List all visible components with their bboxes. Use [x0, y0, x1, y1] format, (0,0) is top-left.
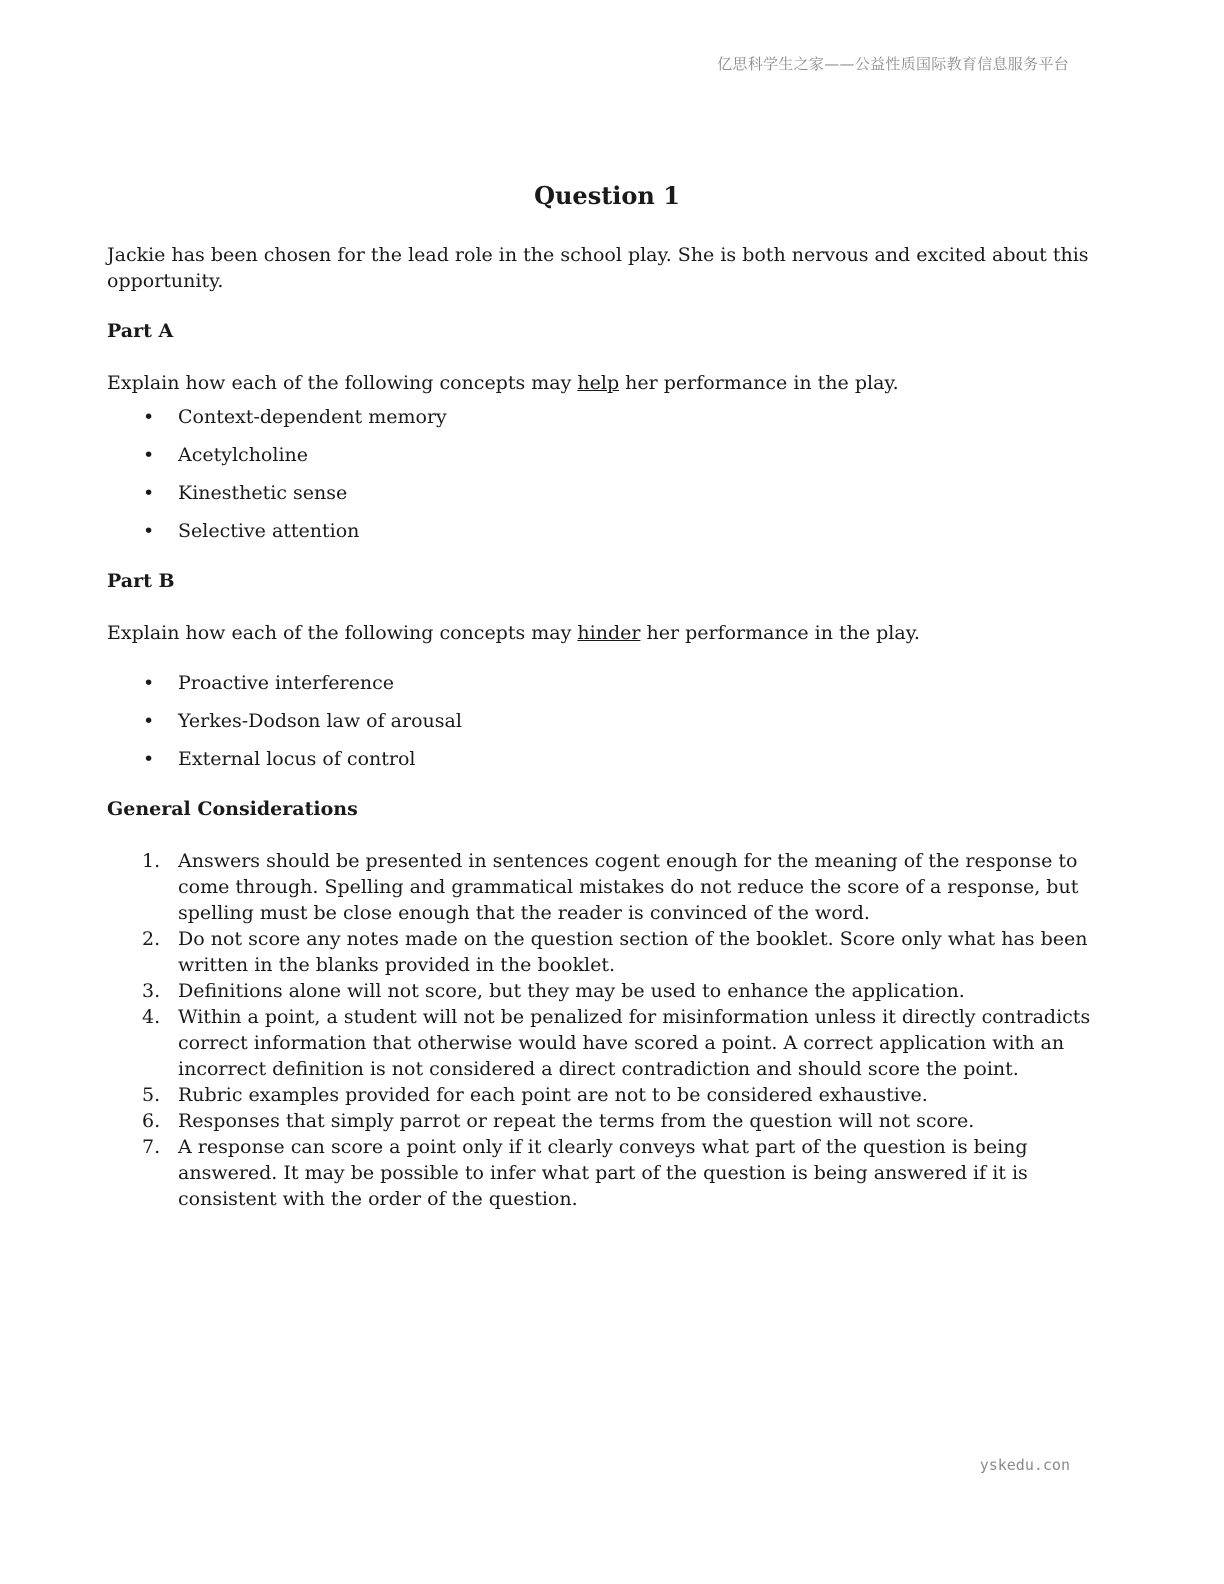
part-a-list [107, 404, 1107, 544]
list-item: 1. Answers should be presented in sentences cogent enough for the meaning of the response to come through. Spelling and grammatical mistakes do not reduce the score of a response, but spelling must be close enough that the reader is convinced of the word. [142, 850, 1079, 924]
list-item: • Proactive interference [143, 672, 395, 694]
document-body [107, 180, 1107, 1212]
part-b-emphasis: hinder [577, 622, 641, 644]
list-item: • External locus of control [143, 748, 416, 770]
general-considerations-heading: General Considerations [107, 798, 358, 820]
list-item: 6. Responses that simply parrot or repeat the terms from the question will not score. [142, 1110, 975, 1132]
part-a-prompt: Explain how each of the following concepts may help her performance in the play. [107, 372, 899, 394]
footer-watermark-text: yskedu.con [979, 1456, 1070, 1474]
list-item: • Selective attention [143, 520, 360, 542]
header-watermark-text: 亿思科学生之家——公益性质国际教育信息服务平台 [717, 55, 1069, 73]
list-item: • Acetylcholine [143, 444, 309, 466]
list-item: • Yerkes-Dodson law of arousal [143, 710, 462, 732]
list-item: 2. Do not score any notes made on the question section of the booklet. Score only what has been written in the blanks provided in the booklet. [142, 928, 1088, 976]
question-title: Question 1 [534, 181, 680, 210]
list-item: • Kinesthetic sense [143, 482, 348, 504]
bullet-icon: • [143, 672, 155, 694]
part-a-heading: Part A [107, 320, 174, 342]
part-a-emphasis: help [577, 372, 620, 394]
bullet-icon: • [143, 520, 155, 542]
bullet-icon: • [143, 482, 155, 504]
bullet-icon: • [143, 710, 155, 732]
bullet-icon: • [143, 444, 155, 466]
list-item: • Context-dependent memory [143, 406, 447, 428]
part-b-prompt: Explain how each of the following concepts may hinder her performance in the play. [107, 622, 920, 644]
list-item: 7. A response can score a point only if it clearly conveys what part of the question is being answered. It may be possible to infer what part of the question is being answered if it is consistent with the order of the question. [142, 1136, 1028, 1210]
list-item: 3. Definitions alone will not score, but they may be used to enhance the application. [142, 980, 965, 1002]
part-b-list [107, 670, 1107, 772]
list-item: 4. Within a point, a student will not be penalized for misinformation unless it directly contradicts correct information that otherwise would have scored a point. A correct application with an incorrect definition is not considered a direct contradiction and should score the point. [142, 1006, 1091, 1080]
part-b-heading: Part B [107, 570, 175, 592]
list-item: 5. Rubric examples provided for each point are not to be considered exhaustive. [142, 1084, 928, 1106]
general-considerations-list [107, 848, 1107, 1212]
question-intro: Jackie has been chosen for the lead role in the school play. She is both nervous and excited about this opportunity. [107, 244, 1089, 292]
bullet-icon: • [143, 748, 155, 770]
bullet-icon: • [143, 406, 155, 428]
